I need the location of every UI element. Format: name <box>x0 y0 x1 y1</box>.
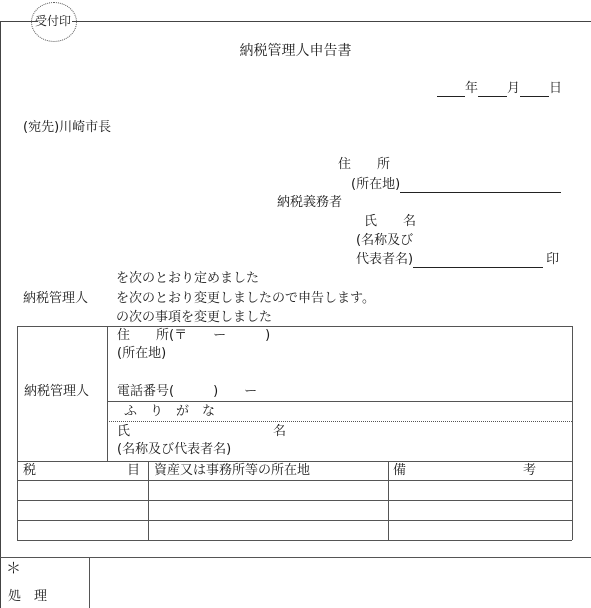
frame-top-border <box>72 21 591 22</box>
day-label: 日 <box>549 81 563 96</box>
manager-location-label: (所在地) <box>117 346 167 361</box>
taxpayer-name-sub2: 代表者名) <box>356 252 414 267</box>
processing-label: 処 理 <box>8 589 48 604</box>
taxpayer-location-line <box>351 177 561 193</box>
processing-area-divider <box>89 557 90 608</box>
manager-name-label: 氏 名 <box>117 424 287 439</box>
tax-row-3-remarks[interactable] <box>389 521 572 540</box>
furigana-bottom-border <box>107 421 572 422</box>
tax-row-2-remarks[interactable] <box>389 501 572 520</box>
year-blank[interactable] <box>437 82 465 97</box>
tax-row-3-item[interactable] <box>18 521 148 540</box>
taxpayer-name-sub1: (名称及び <box>356 233 414 248</box>
location-header: 資産又は事務所等の所在地 <box>154 463 311 478</box>
declaration-option-3[interactable]: の次の事項を変更しました <box>116 310 273 325</box>
document-title: 納税管理人申告書 <box>239 43 352 59</box>
manager-table-divider <box>107 326 108 461</box>
tax-row-2-item[interactable] <box>18 501 148 520</box>
remarks-header: 備 考 <box>393 463 537 478</box>
manager-table-top-border <box>17 326 572 327</box>
taxpayer-name-field[interactable] <box>413 253 543 268</box>
tax-row-1-remarks[interactable] <box>389 481 572 500</box>
declaration-option-2[interactable]: を次のとおり変更しましたので申告します。 <box>116 291 375 306</box>
tax-table-header-top <box>17 461 572 462</box>
table-right-border <box>572 326 573 540</box>
month-label: 月 <box>507 81 521 96</box>
furigana-top-border <box>107 401 572 402</box>
declaration-option-1[interactable]: を次のとおり定めました <box>116 271 260 286</box>
day-blank[interactable] <box>520 82 549 97</box>
manager-row-label: 納税管理人 <box>24 384 90 399</box>
tax-item-header: 税 目 <box>23 463 141 478</box>
tax-row-2-location[interactable] <box>149 501 388 520</box>
taxpayer-name-line <box>356 252 559 268</box>
addressee: (宛先)川崎市長 <box>23 120 112 135</box>
tax-row-1-location[interactable] <box>149 481 388 500</box>
seal-mark: 印 <box>546 252 560 267</box>
asterisk-icon: ＊ <box>6 559 22 577</box>
taxpayer-name-label: 氏 名 <box>364 214 417 229</box>
date-line <box>437 81 562 97</box>
tax-row-3-location[interactable] <box>149 521 388 540</box>
manager-phone-label: 電話番号( ) ー <box>117 384 258 399</box>
reception-stamp-label: 受付印 <box>35 14 72 28</box>
taxpayer-address-field[interactable] <box>400 178 561 193</box>
taxpayer-group-label: 納税義務者 <box>277 195 343 210</box>
manager-furigana-label: ふ り が な <box>124 404 216 419</box>
manager-name-sub: (名称及び代表者名) <box>117 442 232 457</box>
tax-row-1-item[interactable] <box>18 481 148 500</box>
tax-table-bottom <box>17 540 572 541</box>
taxpayer-address-label: 住 所 <box>338 157 391 172</box>
taxpayer-location-label: (所在地) <box>351 177 401 192</box>
declaration-subject: 納税管理人 <box>23 291 89 306</box>
month-blank[interactable] <box>478 82 507 97</box>
year-label: 年 <box>465 81 479 96</box>
manager-address-label: 住 所(〒 ー ) <box>117 328 271 343</box>
frame-left-border <box>0 21 1 608</box>
